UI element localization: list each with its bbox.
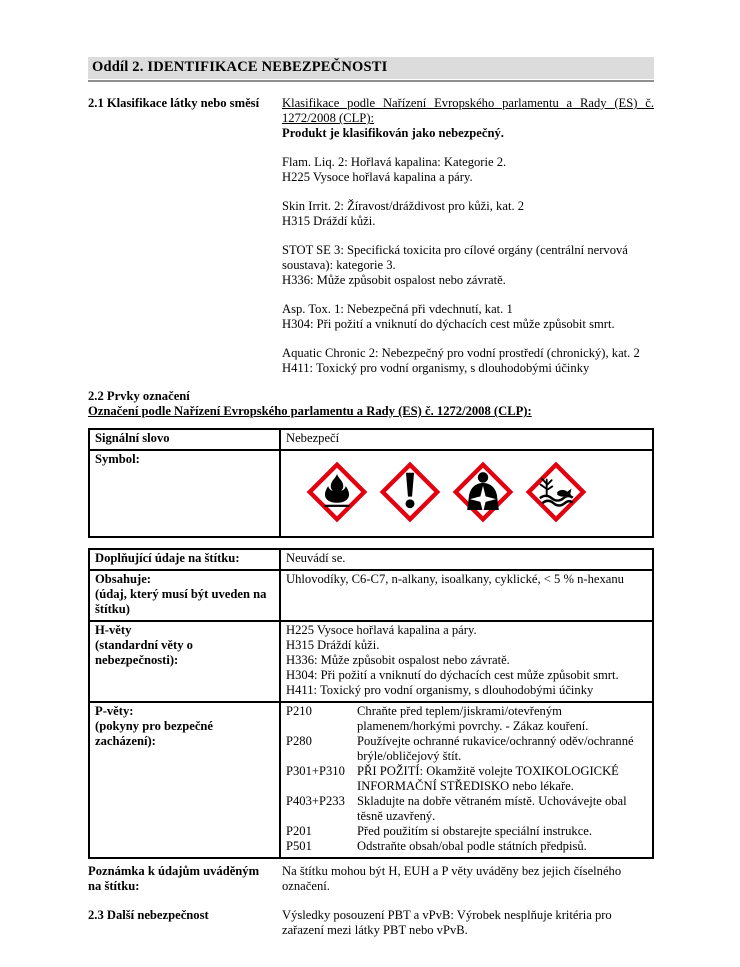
contains-label-cell [89, 570, 280, 621]
h-statements-cell [280, 621, 653, 702]
p-code: P280 [286, 734, 312, 748]
hazard-group [282, 346, 654, 376]
exclamation-mark-icon [379, 461, 441, 523]
clp-classification-heading-line1: Klasifikace podle Nařízení Evropského parlamentu a Rady (ES) č. [282, 96, 654, 110]
p-statement [286, 839, 647, 854]
table-row [89, 570, 653, 621]
section-2-3-label: 2.3 Další nebezpečnost [88, 908, 209, 922]
hazard-statement-line: H315 Dráždí kůži. [282, 214, 376, 228]
table-row [89, 429, 653, 450]
contains-sublabel: (údaj, který musí být uveden na štítku) [95, 587, 267, 616]
header-rule [88, 80, 654, 82]
section-2-3 [88, 908, 654, 938]
contains-label: Obsahuje: [95, 572, 151, 586]
p-statement [286, 704, 647, 734]
label-note-text: Na štítku mohou být H, EUH a P věty uváděny bez jejich číselného označení. [282, 864, 622, 893]
h-statement-line: H411: Toxický pro vodní organismy, s dlouhodobými účinky [286, 683, 594, 697]
signal-word-value: Nebezpečí [280, 429, 653, 450]
section-2-2-label: 2.2 Prvky označení [88, 389, 190, 403]
h-statements-sublabel: (standardní věty o nebezpečnosti): [95, 638, 193, 667]
p-code: P210 [286, 704, 312, 718]
environment-icon [525, 461, 587, 523]
symbol-label: Symbol: [89, 450, 280, 537]
supplemental-info-label: Doplňující údaje na štítku: [89, 549, 280, 570]
hazard-class-line: Flam. Liq. 2: Hořlavá kapalina: Kategorie 2. [282, 155, 507, 169]
label-note-row [88, 864, 654, 894]
section-2-title: Oddíl 2. IDENTIFIKACE NEBEZPEČNOSTI [88, 57, 654, 79]
p-statements-label: P-věty: [95, 704, 134, 718]
h-statement-line: H225 Vysoce hořlavá kapalina a páry. [286, 623, 477, 637]
table-row [89, 702, 653, 858]
p-code: P301+P310 [286, 764, 345, 778]
section-2-3-text: Výsledky posouzení PBT a vPvB: Výrobek nesplňuje kritéria pro zařazení mezi látky PBT nebo vPvB. [282, 908, 612, 937]
p-text: Skladujte na dobře větraném místě. Uchovávejte obal těsně uzavřený. [357, 794, 627, 823]
product-classification-statement: Produkt je klasifikován jako nebezpečný. [282, 126, 504, 140]
labelling-regulation-heading: Označení podle Nařízení Evropského parlamentu a Rady (ES) č. 1272/2008 (CLP): [88, 404, 532, 418]
hazard-statement-line: H304: Při požití a vniknutí do dýchacích cest může způsobit smrt. [282, 317, 615, 331]
p-statement [286, 794, 647, 824]
p-text: Používejte ochranné rukavice/ochranný oděv/ochranné brýle/obličejový štít. [357, 734, 634, 763]
table-row [89, 549, 653, 570]
section-2-1-content [282, 96, 654, 376]
ghs-pictogram-row [286, 452, 647, 533]
p-statement [286, 764, 647, 794]
table-row [89, 450, 653, 537]
hazard-class-line: Skin Irrit. 2: Žíravost/dráždivost pro kůži, kat. 2 [282, 199, 525, 213]
p-code: P201 [286, 824, 312, 838]
p-code: P501 [286, 839, 312, 853]
p-statements-sublabel: (pokyny pro bezpečné zacházení): [95, 719, 214, 748]
hazard-class-line: Aquatic Chronic 2: Nebezpečný pro vodní prostředí (chronický), kat. 2 [282, 346, 640, 360]
signal-word-label: Signální slovo [89, 429, 280, 450]
contains-value: Uhlovodíky, C6-C7, n-alkany, isoalkany, cyklické, < 5 % n-hexanu [280, 570, 653, 621]
label-note-label: Poznámka k údajům uváděným na štítku: [88, 864, 260, 893]
hazard-statement-line: H336: Může způsobit ospalost nebo závratě. [282, 273, 506, 287]
p-text: Chraňte před teplem/jiskrami/otevřeným plamenem/horkými povrchy. - Zákaz kouření. [357, 704, 589, 733]
p-text: Před použitím si obstarejte speciální instrukce. [357, 824, 593, 838]
p-statements-label-cell [89, 702, 280, 858]
hazard-class-line: STOT SE 3: Specifická toxicita pro cílové orgány (centrální nervová soustava): kategorie 3. [282, 243, 628, 272]
p-statements-cell [280, 702, 653, 858]
table-row [89, 621, 653, 702]
hazard-group [282, 302, 654, 332]
h-statement-line: H336: Může způsobit ospalost nebo závratě. [286, 653, 510, 667]
h-statements-label: H-věty [95, 623, 132, 637]
h-statement-line: H315 Dráždí kůži. [286, 638, 380, 652]
hazard-group [282, 155, 654, 185]
p-statement [286, 824, 647, 839]
label-elements-table [88, 548, 654, 859]
clp-classification-heading-line2: 1272/2008 (CLP): [282, 111, 375, 125]
section-2-1 [88, 96, 654, 376]
h-statement-line: H304: Při požití a vniknutí do dýchacích cest může způsobit smrt. [286, 668, 619, 682]
section-2-1-label: 2.1 Klasifikace látky nebo směsí [88, 96, 260, 110]
hazard-class-line: Asp. Tox. 1: Nebezpečná při vdechnutí, kat. 1 [282, 302, 513, 316]
p-code: P403+P233 [286, 794, 345, 808]
health-hazard-icon [452, 461, 514, 523]
symbol-cell [280, 450, 653, 537]
flame-icon [306, 461, 368, 523]
h-statements-label-cell [89, 621, 280, 702]
signal-word-symbol-table [88, 428, 654, 538]
hazard-group [282, 243, 654, 288]
p-text: Odstraňte obsah/obal podle státních předpisů. [357, 839, 587, 853]
supplemental-info-value: Neuvádí se. [280, 549, 653, 570]
hazard-statement-line: H411: Toxický pro vodní organismy, s dlouhodobými účinky [282, 361, 590, 375]
hazard-statement-line: H225 Vysoce hořlavá kapalina a páry. [282, 170, 473, 184]
p-text: PŘI POŽITÍ: Okamžitě volejte TOXIKOLOGICKÉ INFORMAČNÍ STŘEDISKO nebo lékaře. [357, 764, 619, 793]
p-statement [286, 734, 647, 764]
hazard-group [282, 199, 654, 229]
